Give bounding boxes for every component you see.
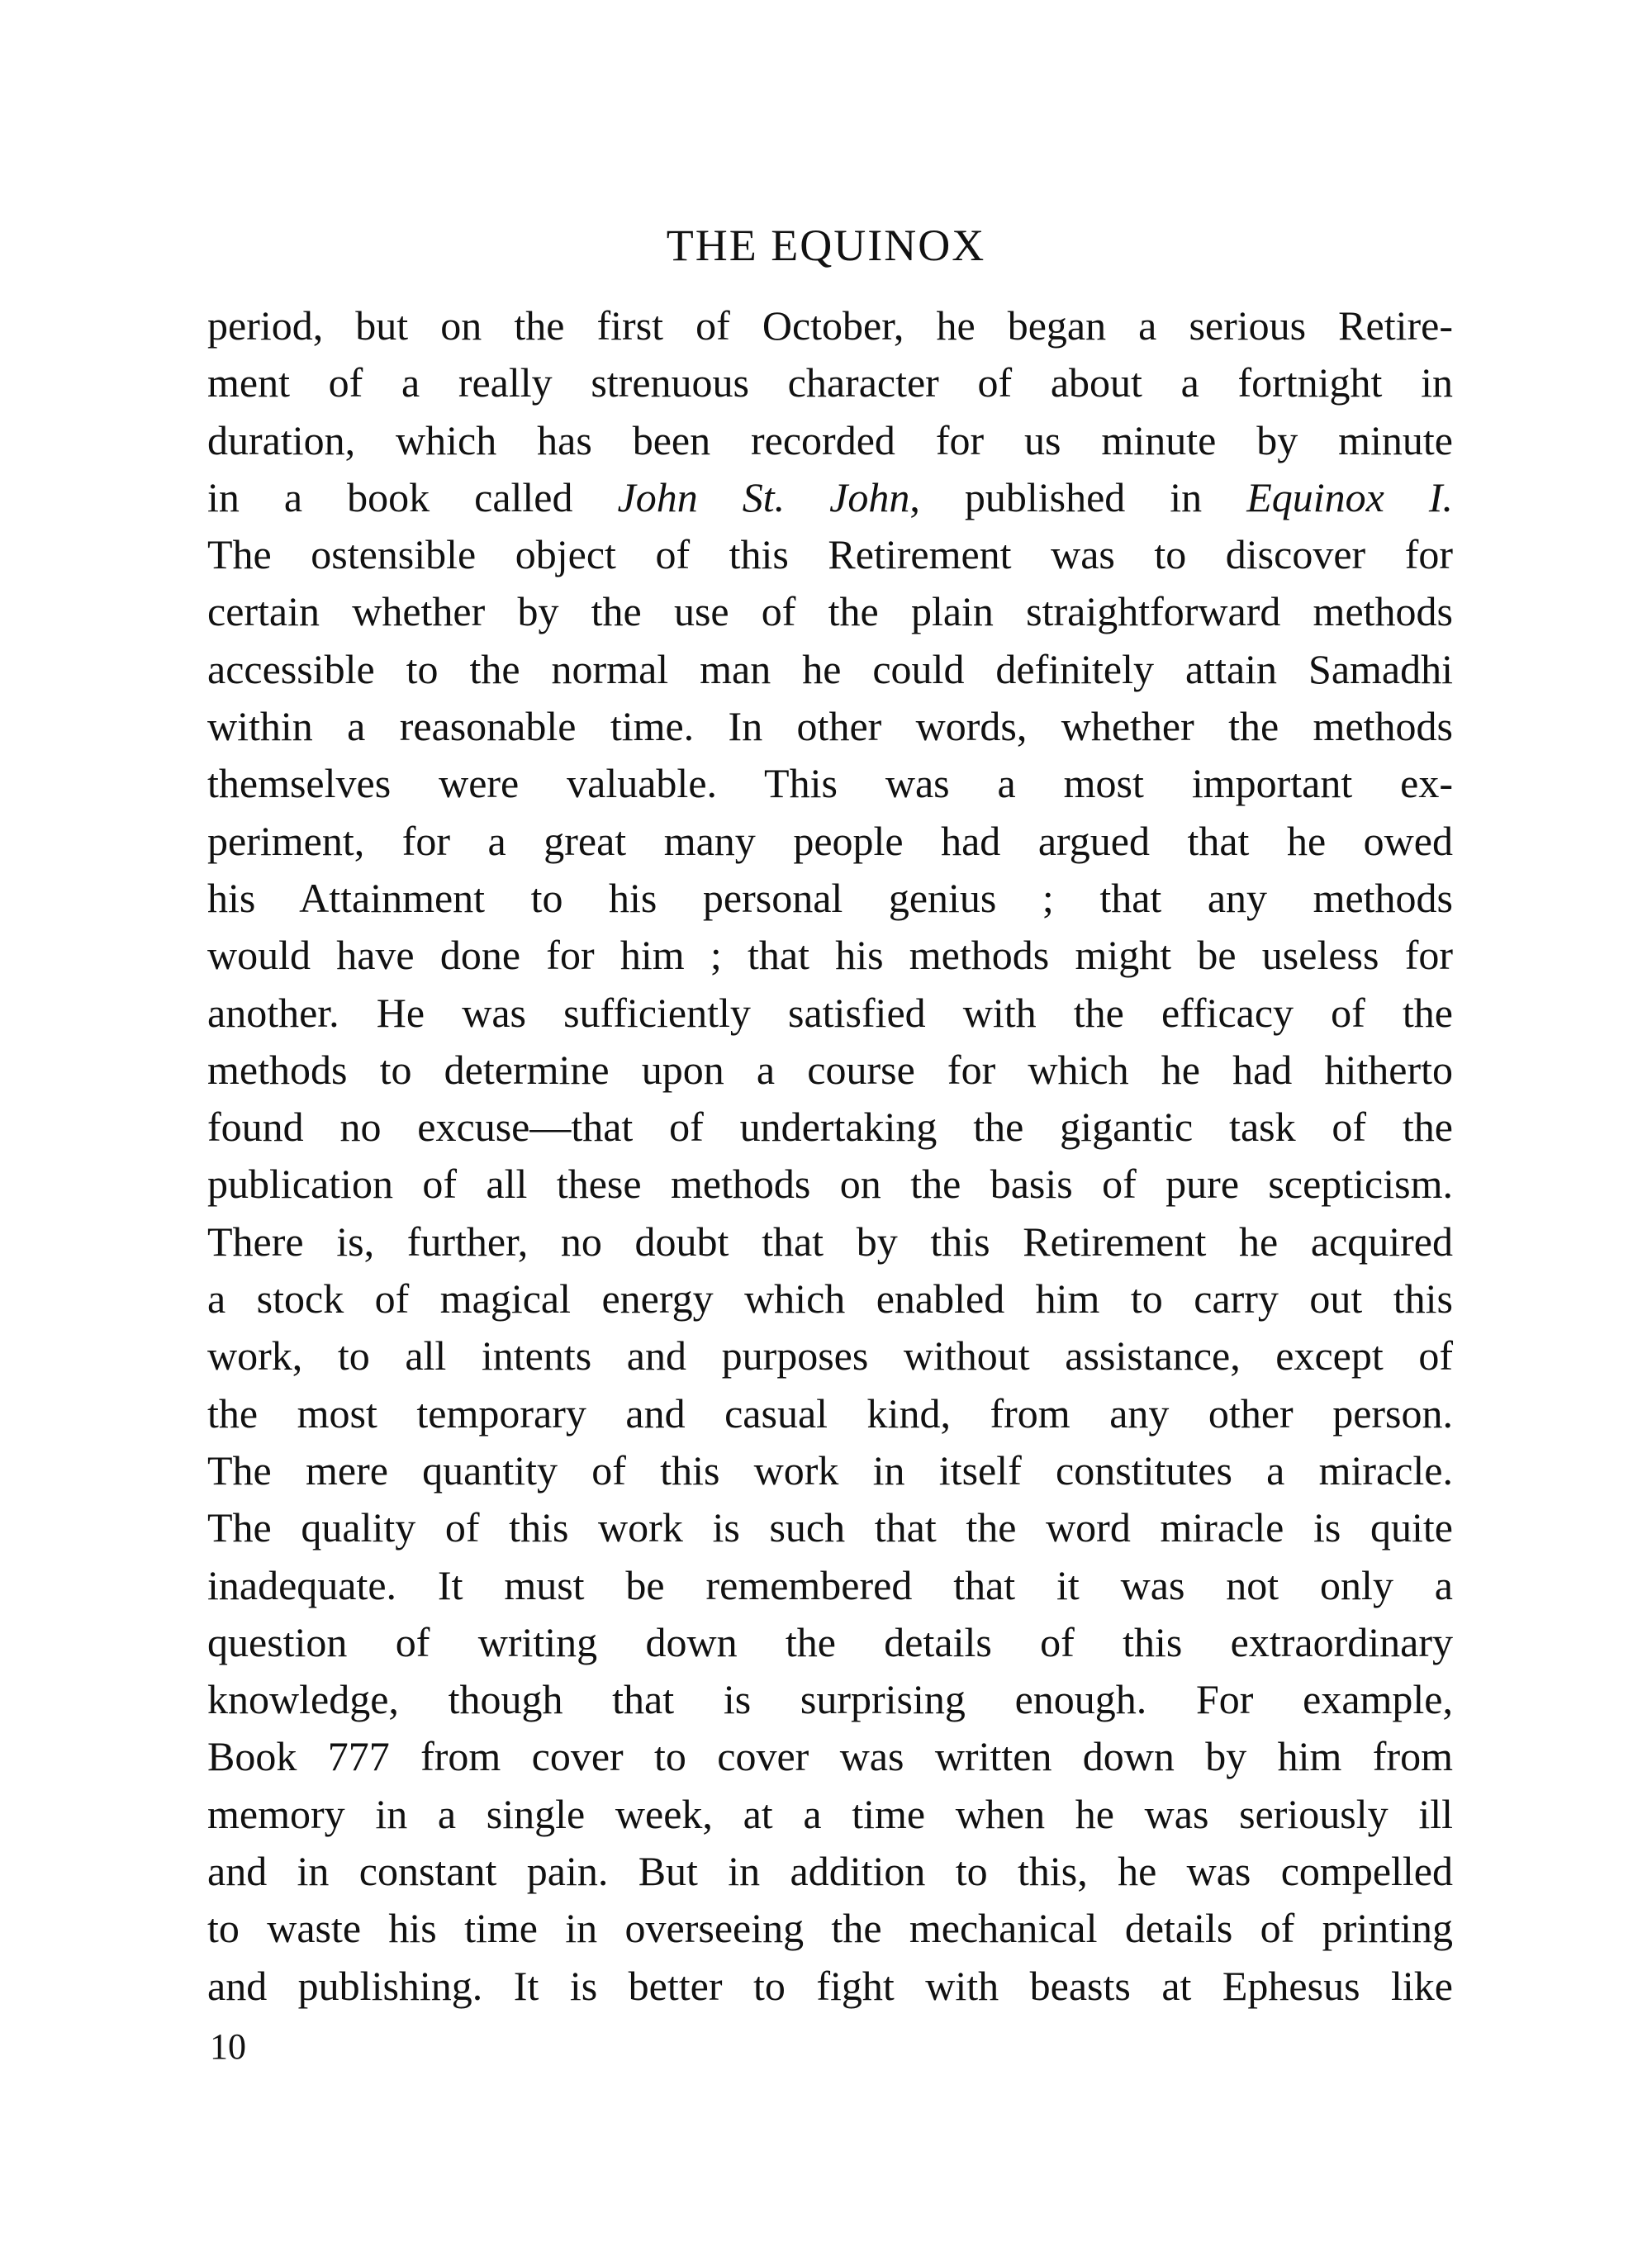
text-line — [207, 1728, 1453, 1785]
text-line — [207, 297, 1453, 354]
body-text — [207, 297, 1453, 2015]
text-line — [207, 1213, 1453, 1270]
text-segment: methods to determine upon a course for which he had hitherto — [207, 1046, 1453, 1093]
text-segment: found no excuse—that of undertaking the gigantic task of the — [207, 1104, 1453, 1151]
text-line — [207, 1327, 1453, 1384]
text-segment: and publishing. It is better to fight with beasts at Ephesus like — [207, 1962, 1453, 2009]
text-line — [207, 1499, 1453, 1556]
text-segment: themselves were valuable. This was a most important ex- — [207, 760, 1453, 807]
text-line — [207, 1042, 1453, 1099]
text-segment: , published in — [909, 473, 1247, 520]
text-line — [207, 1958, 1453, 2015]
text-segment: certain whether by the use of the plain straightforward methods — [207, 588, 1453, 635]
text-line — [207, 1156, 1453, 1213]
text-line — [207, 1270, 1453, 1327]
text-segment: within a reasonable time. In other words, whether the methods — [207, 703, 1453, 750]
text-line — [207, 1900, 1453, 1957]
text-line — [207, 469, 1453, 526]
running-head: THE EQUINOX — [666, 221, 986, 270]
text-segment: a stock of magical energy which enabled him to carry out this — [207, 1275, 1453, 1323]
text-segment: would have done for him ; that his methods might be useless for — [207, 932, 1453, 979]
italic-title: Equinox I. — [1246, 473, 1453, 520]
text-line — [207, 1786, 1453, 1843]
text-segment: ment of a really strenuous character of about a fortnight in — [207, 359, 1453, 406]
text-segment: inadequate. It must be remembered that it was not only a — [207, 1561, 1453, 1608]
text-segment: the most temporary and casual kind, from any other person. — [207, 1389, 1453, 1437]
text-segment: question of writing down the details of this extraordinary — [207, 1618, 1453, 1665]
text-line — [207, 1385, 1453, 1442]
text-line — [207, 1099, 1453, 1156]
text-segment: duration, which has been recorded for us minute by minute — [207, 416, 1453, 463]
text-segment: in a book called — [207, 473, 618, 520]
page-number: 10 — [210, 2026, 246, 2067]
text-line — [207, 927, 1453, 984]
text-line — [207, 1843, 1453, 1900]
text-line — [207, 1614, 1453, 1671]
text-line — [207, 526, 1453, 583]
text-segment: accessible to the normal man he could definitely attain Samadhi — [207, 645, 1453, 692]
text-line — [207, 698, 1453, 755]
text-line — [207, 870, 1453, 927]
text-segment: knowledge, though that is surprising enough. For example, — [207, 1676, 1453, 1723]
text-line — [207, 755, 1453, 812]
text-line — [207, 1671, 1453, 1728]
text-segment: memory in a single week, at a time when he was seriously ill — [207, 1790, 1453, 1837]
text-segment: Book 777 from cover to cover was written down by him from — [207, 1733, 1453, 1780]
text-segment: work, to all intents and purposes without assistance, except of — [207, 1332, 1453, 1380]
text-segment: periment, for a great many people had argued that he owed — [207, 817, 1453, 864]
text-line — [207, 985, 1453, 1042]
text-segment: There is, further, no doubt that by this Retirement he acquired — [207, 1218, 1453, 1265]
text-line — [207, 412, 1453, 469]
text-line — [207, 1442, 1453, 1499]
text-line — [207, 1557, 1453, 1614]
text-line — [207, 583, 1453, 640]
text-segment: The quality of this work is such that the word miracle is quite — [207, 1504, 1453, 1551]
text-segment: and in constant pain. But in addition to this, he was compelled — [207, 1848, 1453, 1895]
text-segment: The ostensible object of this Retirement was to discover for — [207, 531, 1453, 578]
text-segment: another. He was sufficiently satisfied with the efficacy of the — [207, 989, 1453, 1036]
text-segment: period, but on the first of October, he began a serious Retire- — [207, 302, 1453, 349]
text-line — [207, 641, 1453, 698]
text-segment: to waste his time in overseeing the mechanical details of printing — [207, 1905, 1453, 1952]
text-line — [207, 354, 1453, 411]
text-line — [207, 813, 1453, 870]
text-segment: publication of all these methods on the basis of pure scepticism. — [207, 1161, 1453, 1208]
italic-title: John St. John — [617, 473, 910, 520]
text-segment: The mere quantity of this work in itself constitutes a miracle. — [207, 1446, 1453, 1494]
text-segment: his Attainment to his personal genius ; that any methods — [207, 874, 1453, 921]
